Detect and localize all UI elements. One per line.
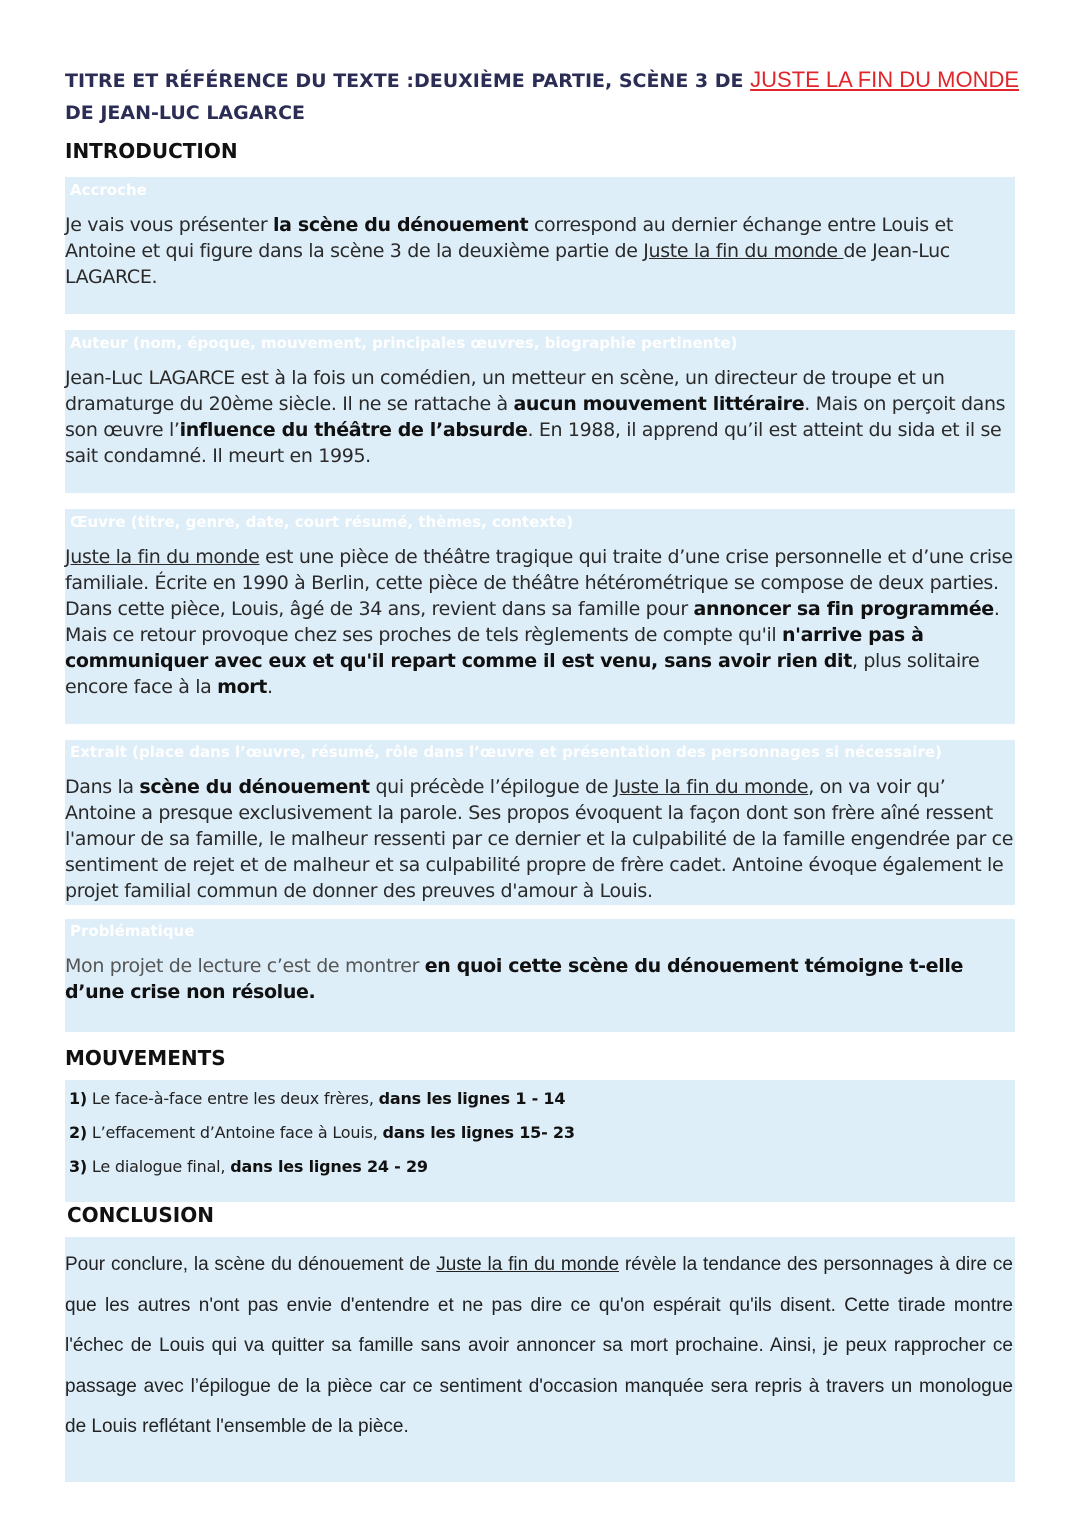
list-item: 3) Le dialogue final, dans les lignes 24 - 29 xyxy=(69,1157,428,1176)
oeuvre-label: Œuvre (titre, genre, date, court résumé, thèmes, contexte) xyxy=(70,513,574,531)
page-title: TITRE ET RÉFÉRENCE DU TEXTE :DEUXIÈME PARTIE, SCÈNE 3 DE JUSTE LA FIN DU MONDE DE JEAN-LUC LAGARCE xyxy=(65,67,1020,124)
mouvements-heading: MOUVEMENTS xyxy=(65,1046,226,1070)
extrait-text: Dans la scène du dénouement qui précède l’épilogue de Juste la fin du monde, on va voir qu’ Antoine a presque exclusivement la parole. Ses propos évoquent la façon dont son frère aîné ressent l'amour de sa famille, le malheur ressenti par ce dernier et la culpabilité de la famille engendrée par ce sentiment de rejet et de malheur et sa culpabilité propre de frère cadet. Antoine évoque également le projet familial commun de donner des preuves d'amour à Louis. xyxy=(65,776,1014,902)
problematique-text: Mon projet de lecture c’est de montrer en quoi cette scène du dénouement témoigne t-elle d’une crise non résolue. xyxy=(65,955,964,1003)
introduction-heading: INTRODUCTION xyxy=(65,139,238,163)
auteur-label: Auteur (nom, époque, mouvement, principales œuvres, biographie pertinente) xyxy=(70,334,738,352)
accroche-label: Accroche xyxy=(70,181,147,199)
conclusion-heading: CONCLUSION xyxy=(67,1203,214,1227)
accroche-section xyxy=(65,177,1015,314)
oeuvre-section xyxy=(65,509,1015,724)
problematique-label: Problématique xyxy=(70,922,195,940)
conclusion-section xyxy=(65,1237,1015,1482)
problematique-section xyxy=(65,919,1015,1032)
mouvements-list xyxy=(65,1080,1015,1202)
extrait-label: Extrait (place dans l’œuvre, résumé, rôle dans l’œuvre et présentation des personnages si nécessaire) xyxy=(70,743,942,761)
list-item: 1) Le face-à-face entre les deux frères, dans les lignes 1 - 14 xyxy=(69,1089,566,1108)
accroche-text: Je vais vous présenter la scène du dénouement correspond au dernier échange entre Louis et Antoine et qui figure dans la scène 3 de la deuxième partie de Juste la fin du monde de Jean-Luc LAGARCE. xyxy=(65,214,953,288)
work-title-link[interactable]: JUSTE LA FIN DU MONDE xyxy=(750,67,1020,92)
conclusion-text: Pour conclure, la scène du dénouement de Juste la fin du monde révèle la tendance des personnages à dire ce que les autres n'ont pas envie d'entendre et ne pas dire ce qu'on espérait qu'ils disent. Cette tirade montre l'échec de Louis qui va quitter sa famille sans avoir annoncer sa mort prochaine. Ainsi, je peux rapprocher ce passage avec l’épilogue de la pièce car ce sentiment d'occasion manquée sera repris à travers un monologue de Louis reflétant l'ensemble de la pièce. xyxy=(65,1254,1013,1437)
auteur-text: Jean-Luc LAGARCE est à la fois un comédien, un metteur en scène, un directeur de troupe et un dramaturge du 20ème siècle. Il ne se rattache à aucun mouvement littéraire. Mais on perçoit dans son œuvre l’influence du théâtre de l’absurde. En 1988, il apprend qu’il est atteint du sida et il se sait condamné. Il meurt en 1995. xyxy=(65,367,1006,467)
auteur-section xyxy=(65,330,1015,493)
oeuvre-text: Juste la fin du monde est une pièce de théâtre tragique qui traite d’une crise personnelle et d’une crise familiale. Écrite en 1990 à Berlin, cette pièce de théâtre hétérométrique se compose de deux parties. Dans cette pièce, Louis, âgé de 34 ans, revient dans sa famille pour annoncer sa fin programmée. Mais ce retour provoque chez ses proches de tels règlements de compte qu'il n'arrive pas à communiquer avec eux et qu'il repart comme il est venu, sans avoir rien dit, plus solitaire encore face à la mort. xyxy=(65,546,1013,698)
list-item: 2) L’effacement d’Antoine face à Louis, dans les lignes 15- 23 xyxy=(69,1123,575,1142)
extrait-section xyxy=(65,740,1015,905)
